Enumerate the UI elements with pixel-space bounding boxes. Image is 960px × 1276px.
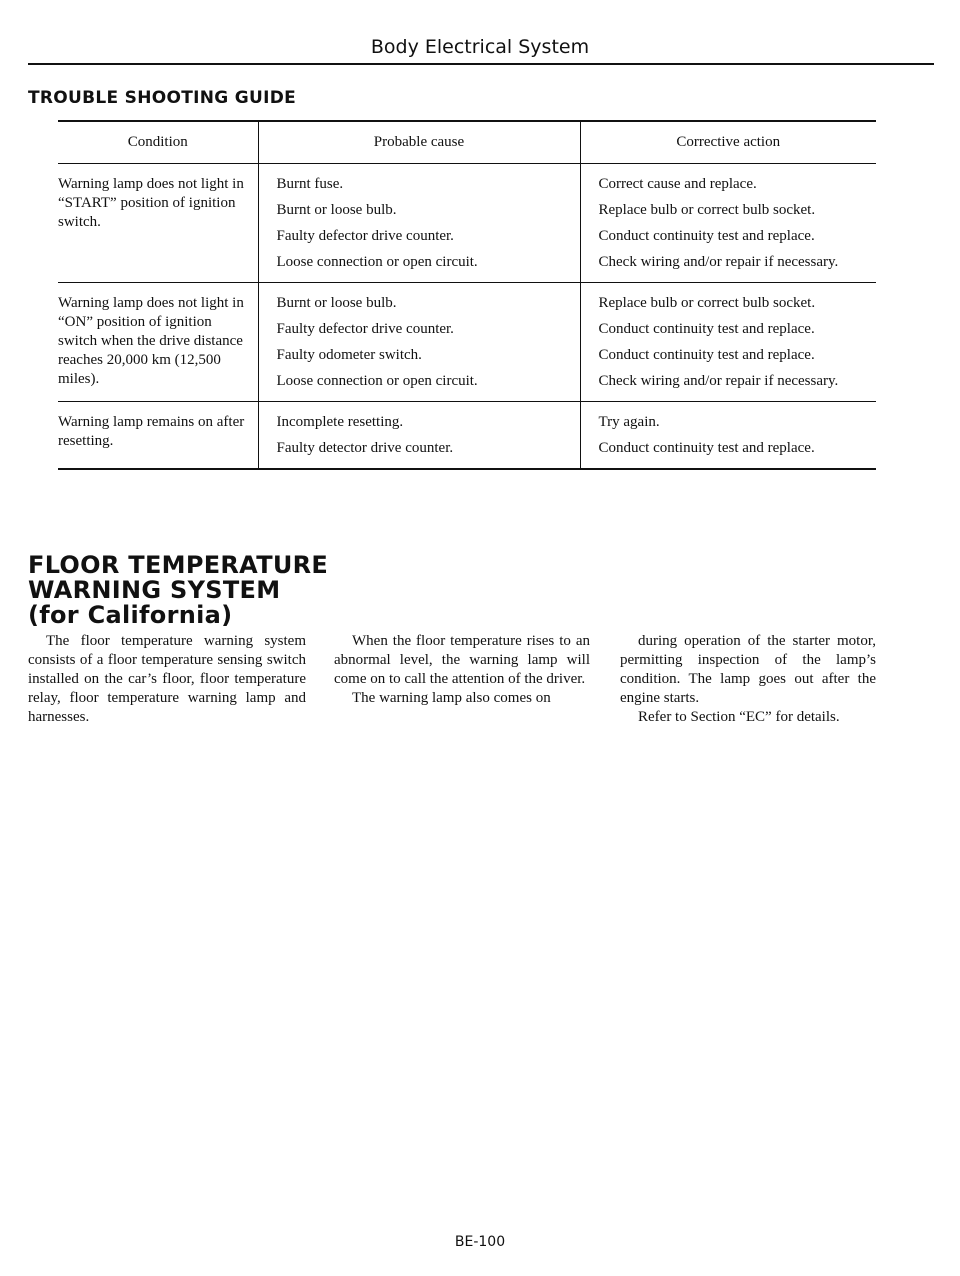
- corrective-action-cell: [580, 402, 876, 470]
- troubleshooting-table: [58, 120, 876, 470]
- probable-cause-cell: [258, 164, 580, 283]
- action-item: Check wiring and/or repair if necessary.: [598, 373, 839, 389]
- cause-item: Burnt fuse.: [276, 176, 344, 192]
- table-row: [58, 283, 876, 402]
- header-rule: [28, 63, 934, 65]
- cause-item: Faulty odometer switch.: [276, 347, 422, 363]
- column-header-probable-cause: Probable cause: [258, 121, 580, 164]
- floor-heading-line: WARNING SYSTEM: [28, 576, 281, 604]
- paragraph: during operation of the starter motor, permitting inspection of the lamp’s condition. The lamp goes out after the engine starts.: [620, 633, 876, 706]
- table-row: [58, 402, 876, 470]
- column-header-corrective-action: Corrective action: [580, 121, 876, 164]
- cause-item: Burnt or loose bulb.: [276, 295, 397, 311]
- paragraph: Refer to Section “EC” for details.: [638, 709, 840, 725]
- action-item: Replace bulb or correct bulb socket.: [598, 202, 816, 218]
- action-item: Try again.: [598, 414, 660, 430]
- page-number: BE-100: [454, 1234, 506, 1250]
- floor-heading-line: (for California): [28, 601, 233, 629]
- cause-item: Incomplete resetting.: [276, 414, 404, 430]
- corrective-action-cell: [580, 283, 876, 402]
- body-column-3: [620, 632, 876, 727]
- action-item: Conduct continuity test and replace.: [598, 440, 815, 456]
- cause-item: Faulty defector drive counter.: [276, 228, 454, 244]
- action-item: Conduct continuity test and replace.: [598, 347, 815, 363]
- table-row: [58, 164, 876, 283]
- floor-heading-line: FLOOR TEMPERATURE: [28, 551, 329, 579]
- table-header-row: [58, 121, 876, 164]
- action-item: Replace bulb or correct bulb socket.: [598, 295, 816, 311]
- cause-item: Faulty defector drive counter.: [276, 321, 454, 337]
- condition-cell: Warning lamp remains on after resetting.: [58, 402, 258, 470]
- troubleshooting-heading: TROUBLE SHOOTING GUIDE: [28, 88, 297, 108]
- floor-temperature-heading: [28, 553, 328, 628]
- body-column-1: [28, 632, 306, 727]
- page-title: Body Electrical System: [370, 36, 590, 58]
- paragraph: When the floor temperature rises to an abnormal level, the warning lamp will come on to call the attention of the driver.: [334, 633, 590, 687]
- cause-item: Loose connection or open circuit.: [276, 254, 478, 270]
- body-column-2: [334, 632, 590, 708]
- troubleshooting-table-container: [58, 120, 876, 470]
- action-item: Check wiring and/or repair if necessary.: [598, 254, 839, 270]
- probable-cause-cell: [258, 283, 580, 402]
- paragraph: The warning lamp also comes on: [352, 690, 551, 706]
- cause-item: Loose connection or open circuit.: [276, 373, 478, 389]
- action-item: Conduct continuity test and replace.: [598, 321, 815, 337]
- probable-cause-cell: [258, 402, 580, 470]
- paragraph: The floor temperature warning system consists of a floor temperature sensing switch installed on the car’s floor, floor temperature relay, floor temperature warning lamp and harnesses.: [28, 633, 306, 725]
- cause-item: Burnt or loose bulb.: [276, 202, 397, 218]
- condition-cell: Warning lamp does not light in “ON” position of ignition switch when the drive distance reaches 20,000 km (12,500 miles).: [58, 283, 258, 402]
- column-header-condition: Condition: [58, 121, 258, 164]
- cause-item: Faulty detector drive counter.: [276, 440, 454, 456]
- action-item: Conduct continuity test and replace.: [598, 228, 815, 244]
- corrective-action-cell: [580, 164, 876, 283]
- condition-cell: Warning lamp does not light in “START” position of ignition switch.: [58, 164, 258, 283]
- action-item: Correct cause and replace.: [598, 176, 757, 192]
